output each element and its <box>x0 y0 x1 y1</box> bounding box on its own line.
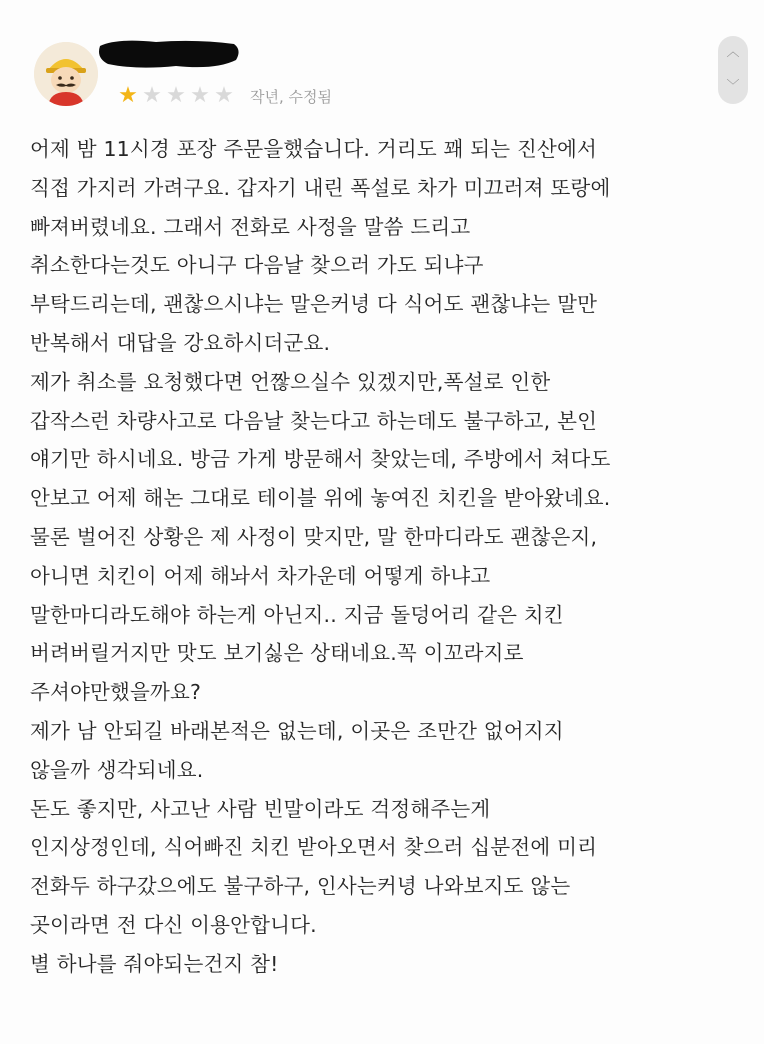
star-icon-5: ★ <box>214 83 234 108</box>
review-text-line: 부탁드리는데, 괜찮으시냐는 말은커녕 다 식어도 괜찮냐는 말만 <box>30 292 598 317</box>
review-text-line: 갑작스런 차량사고로 다음날 찾는다고 하는데도 불구하고, 본인 <box>30 408 598 433</box>
chevron-down-icon[interactable]: ﹀ <box>726 79 740 94</box>
avatar[interactable] <box>34 42 98 106</box>
review-text <box>30 130 750 984</box>
review-text-line: 제가 남 안되길 바래본적은 없는데, 이곳은 조만간 없어지지 <box>30 718 564 743</box>
review-text-line: 버려버릴거지만 맛도 보기싫은 상태네요.꼭 이꼬라지로 <box>30 641 524 666</box>
review-text-line: 안보고 어제 해논 그대로 테이블 위에 놓여진 치킨을 받아왔네요. <box>30 486 611 511</box>
review-text-line: 인지상정인데, 식어빠진 치킨 받아오면서 찾으러 십분전에 미리 <box>30 835 598 860</box>
scroll-control[interactable] <box>718 36 748 104</box>
review-text-line: 아니면 치킨이 어제 해놔서 차가운데 어떻게 하냐고 <box>30 563 491 588</box>
review-text-line: 어제 밤 11시경 포장 주문을했습니다. 거리도 꽤 되는 진산에서 <box>30 137 598 161</box>
review-text-line: 곳이라면 전 다신 이용안합니다. <box>30 912 317 937</box>
review-text-line: 별 하나를 줘야되는건지 참! <box>30 951 279 976</box>
username-redacted <box>96 36 242 72</box>
review-text-line: 반복해서 대답을 강요하시더군요. <box>30 330 331 355</box>
review-time-label: 작년, 수정됨 <box>250 87 332 106</box>
review-text-line: 얘기만 하시네요. 방금 가게 방문해서 찾았는데, 주방에서 쳐다도 <box>30 447 611 472</box>
star-icon-2: ★ <box>142 83 162 108</box>
review-text-line: 물론 벌어진 상황은 제 사정이 맞지만, 말 한마디라도 괜찮은지, <box>30 524 598 549</box>
review-text-line: 않을까 생각되네요. <box>30 757 204 782</box>
review-text-line: 빠져버렸네요. 그래서 전화로 사정을 말씀 드리고 <box>30 214 471 239</box>
review-text-line: 직접 가지러 가려구요. 갑자기 내린 폭설로 차가 미끄러져 또랑에 <box>30 175 611 200</box>
review-text-line: 주셔야만했을까요? <box>30 680 202 705</box>
rating-row <box>116 82 332 110</box>
star-icon-1: ★ <box>118 83 138 108</box>
review-text-line: 취소한다는것도 아니구 다음날 찾으러 가도 되냐구 <box>30 253 484 278</box>
review-text-line: 제가 취소를 요청했다면 언짢으실수 있겠지만,폭설로 인한 <box>30 369 551 394</box>
star-icon-3: ★ <box>166 83 186 108</box>
star-rating <box>116 84 236 108</box>
review-text-line: 돈도 좋지만, 사고난 사람 빈말이라도 걱정해주는게 <box>30 796 491 821</box>
chevron-up-icon[interactable]: ︿ <box>726 45 740 60</box>
review-text-line: 말한마디라도해야 하는게 아닌지.. 지금 돌덩어리 같은 치킨 <box>30 602 564 627</box>
review-text-line: 전화두 하구갔으에도 불구하구, 인사는커녕 나와보지도 않는 <box>30 874 571 899</box>
star-icon-4: ★ <box>190 83 210 108</box>
avatar-character-icon <box>34 42 98 106</box>
